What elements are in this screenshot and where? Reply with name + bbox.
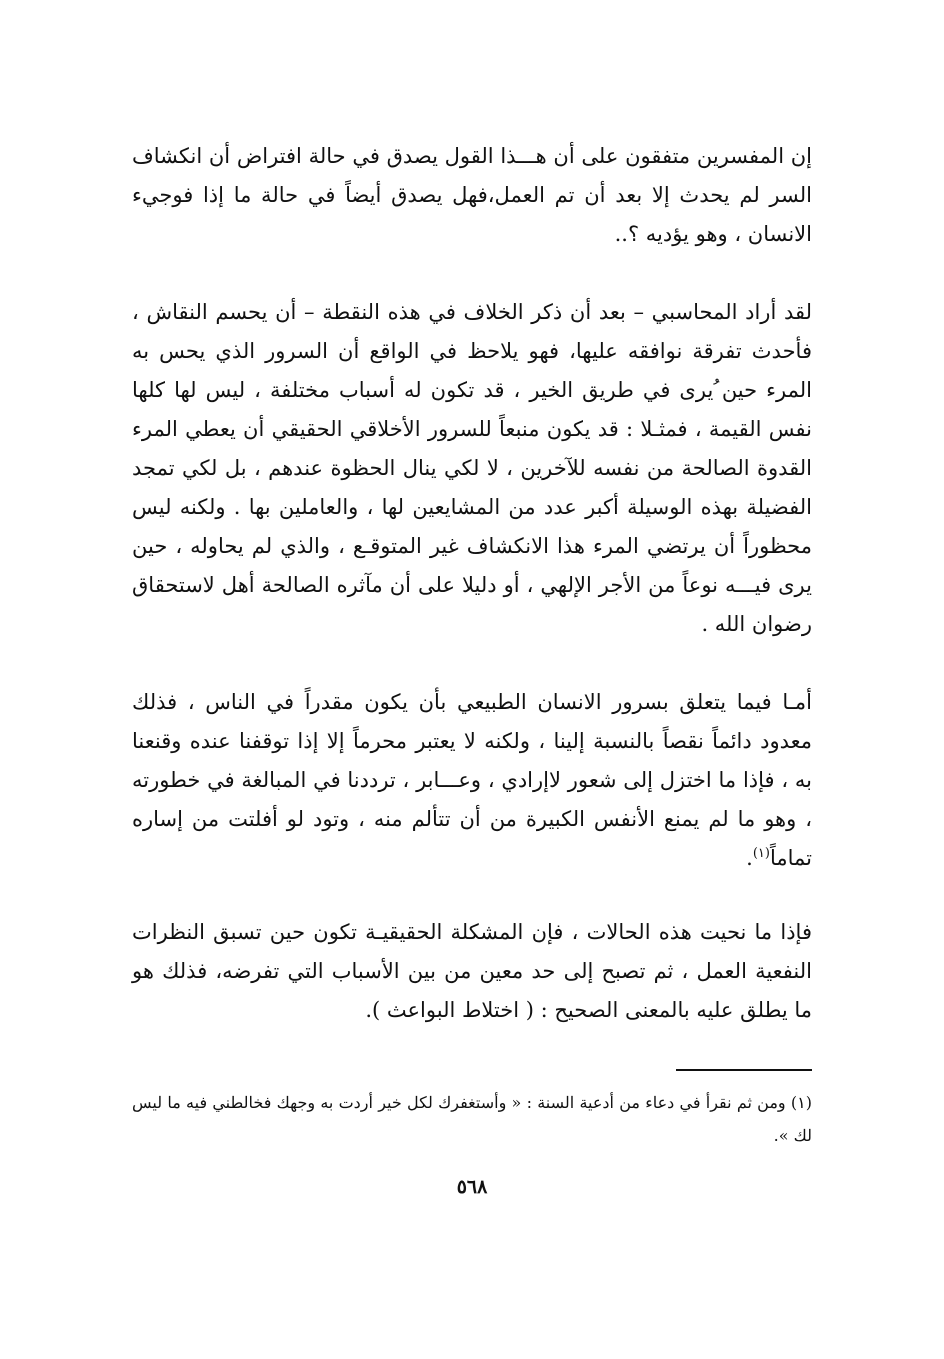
page-number: ٥٦٨ <box>456 1176 488 1198</box>
paragraph-2-text: لقد أراد المحاسبي – بعد أن ذكر الخلاف في هذه النقطة – أن يحسم النقاش ، فأحدث تفرقة نوافقه عليها، فهو يلاحظ في الواقع أن السرور الذي يحس به المرء حين ُيرى في طريق الخير ، قد تكون له أسباب مختلفة ، ليس لها كلها نفس القيمة ، فمثـلا : قد يكون منبعاً للسرور الأخلاقي الحقيقي أن يعطي المرء القدوة الصالحة من نفسه للآخرين ، لا لكي ينال الحظوة عندهم ، بل لكي تمجد الفضيلة بهذه الوسيلة أكبر عدد من المشايعين لها ، والعاملين بها . ولكنه ليس محظوراً أن يرتضي المرء هذا الانكشاف غير المتوقـع ، والذي لم يحاوله ، حين يرى فيـــه نوعاً من الأجر الإلهي ، أو دليلا على أن مآثره الصالحة أهل لاستحقاق رضوان الله . <box>132 300 813 636</box>
paragraph-4 <box>132 913 812 1030</box>
paragraph-1-text: إن المفسرين متفقون على أن هـــذا القول يصدق في حالة افتراض أن انكشاف السر لم يحدث إلا بعد أن تم العمل،فهل يصدق أيضاً في حالة ما إذا فوجيء الانسان ، وهو يؤديه ؟.. <box>132 144 812 246</box>
paragraph-2 <box>132 293 812 644</box>
paragraph-4-text: فإذا ما نحيت هذه الحالات ، فإن المشكلة الحقيقيـة تكون حين تسبق النظرات النفعية العمل ، ثم تصبح إلى حد معين من بين الأسباب التي تفرضه، فذلك هو ما يطلق عليه بالمعنى الصحيح : ( اختلاط البواعث ). <box>132 920 812 1022</box>
paragraph-1 <box>132 137 812 254</box>
paragraph-3 <box>132 683 812 878</box>
footnote <box>132 1086 812 1152</box>
paragraph-3-text: أمـا فيما يتعلق بسرور الانسان الطبيعي بأن يكون مقدراً في الناس ، فذلك معدود دائماً نقصاً بالنسبة إلينا ، ولكنه لا يعتبر محرماً إلا إذا توقفنا عنده وقنعنا به ، فإذا ما اختزل إلى شعور لاإرادي ، وعـــابر ، ترددنا في المبالغة في خطورته ، وهو ما لم يمنع الأنفس الكبيرة من أن تتألم منه ، وتود لو أفلتت من إساره تماماً <box>132 690 812 870</box>
footnote-text: (١) ومن ثم نقرأ في دعاء من أدعية السنة : « وأستغفرك لكل خير أردت به وجهك فخالطني فيه ما ليس لك ». <box>132 1093 812 1145</box>
footnote-reference-mark[interactable]: (١) <box>752 846 770 861</box>
paragraph-3-text-wrapper: أمـا فيما يتعلق بسرور الانسان الطبيعي بأن يكون مقدراً في الناس ، فذلك معدود دائماً نقصاً بالنسبة إلينا ، ولكنه لا يعتبر محرماً إلا إذا توقفنا عنده وقنعنا به ، فإذا ما اختزل إلى شعور لاإرادي ، وعـــابر ، ترددنا في المبالغة في خطورته ، وهو ما لم يمنع الأنفس الكبيرة من أن تتألم منه ، وتود لو أفلتت من إساره تماماً$^{(١)}$. <box>132 690 812 870</box>
footnote-divider <box>676 1069 812 1071</box>
